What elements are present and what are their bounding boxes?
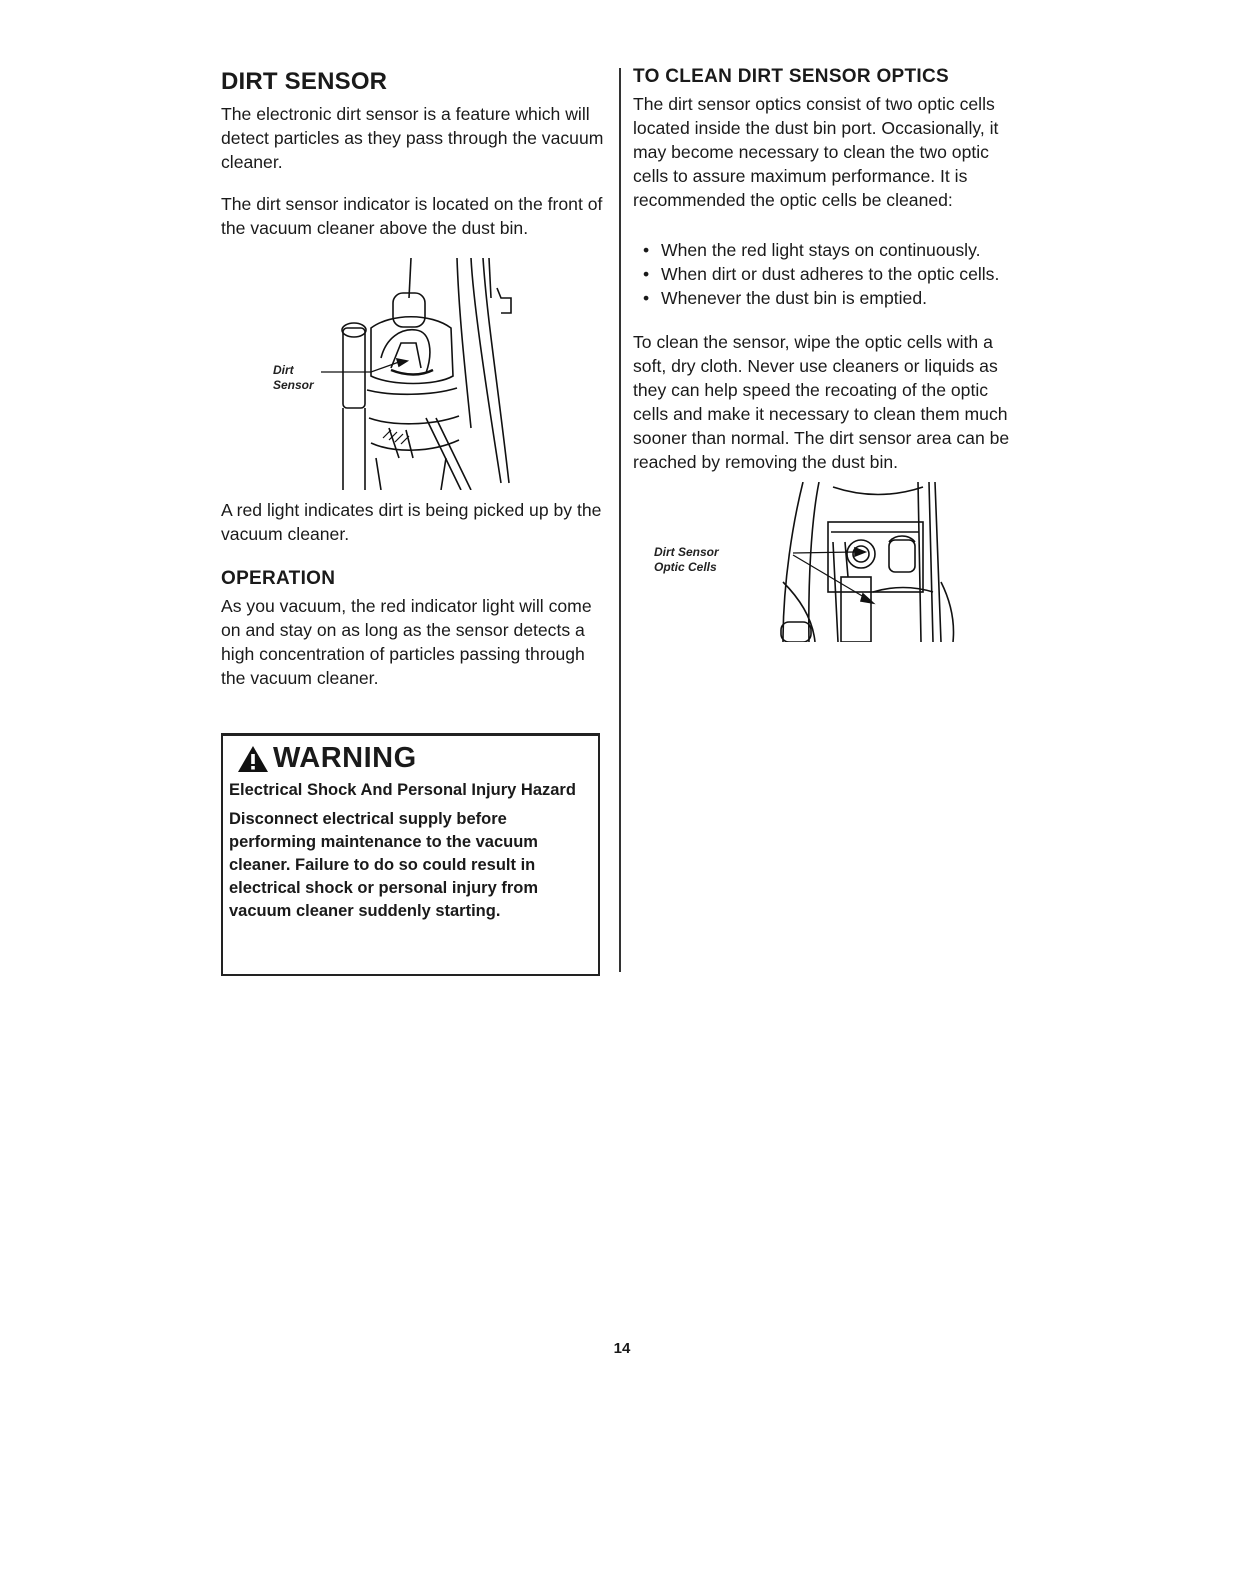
right-column [633, 66, 1028, 642]
dirt-sensor-heading: DIRT SENSOR [221, 68, 388, 95]
warning-hazard: Electrical Shock And Personal Injury Hazard [229, 781, 576, 799]
list-item: • When the red light stays on continuously. [643, 240, 981, 260]
dirt-sensor-label-line2: Sensor [273, 378, 314, 392]
optic-cells-label [654, 545, 719, 575]
warning-text: Disconnect electrical supply before performing maintenance to the vacuum cleaner. Failure to do so could result in electrical shock or personal injury from vacuum cleaner suddenly starting. [229, 810, 539, 920]
warning-box [221, 733, 600, 976]
dirt-sensor-illustration [221, 258, 606, 490]
clean-optics-intro: The dirt sensor optics consist of two optic cells located inside the dust bin port. Occasionally, it may become necessary to clean the two optic cells to assure maximum performance. It is recommended the optic cells be cleaned: [633, 94, 999, 210]
warning-title: WARNING [273, 742, 417, 774]
dirt-sensor-label-line1: Dirt [273, 363, 294, 377]
clean-optics-instructions: To clean the sensor, wipe the optic cells with a soft, dry cloth. Never use cleaners or liquids as they can help speed the recoating of the optic cells and make it necessary to clean them much sooner than normal. The dirt sensor area can be reached by removing the dust bin. [633, 332, 1010, 472]
list-item: • When dirt or dust adheres to the optic cells. [643, 264, 1000, 284]
dirt-sensor-intro: The electronic dirt sensor is a feature which will detect particles as they pass through the vacuum cleaner. [221, 104, 604, 172]
dirt-sensor-location: The dirt sensor indicator is located on the front of the vacuum cleaner above the dust bin. [221, 194, 603, 238]
page-number: 14 [613, 1340, 631, 1357]
warning-header [237, 742, 594, 775]
left-column [221, 68, 606, 708]
cleaning-conditions-list [633, 238, 1028, 310]
red-light-description: A red light indicates dirt is being picked up by the vacuum cleaner. [221, 500, 602, 544]
optic-cells-label-line2: Optic Cells [654, 560, 717, 574]
operation-text: As you vacuum, the red indicator light will come on and stay on as long as the sensor detects a high concentration of particles passing through the vacuum cleaner. [221, 596, 592, 688]
operation-heading: OPERATION [221, 568, 336, 589]
clean-optics-heading: TO CLEAN DIRT SENSOR OPTICS [633, 66, 949, 87]
optic-cells-illustration [633, 482, 1028, 642]
dirt-sensor-label [273, 363, 314, 393]
list-item: • Whenever the dust bin is emptied. [643, 288, 928, 308]
column-divider [619, 68, 621, 972]
optic-cells-label-line1: Dirt Sensor [654, 545, 719, 559]
warning-triangle-icon [237, 745, 269, 773]
